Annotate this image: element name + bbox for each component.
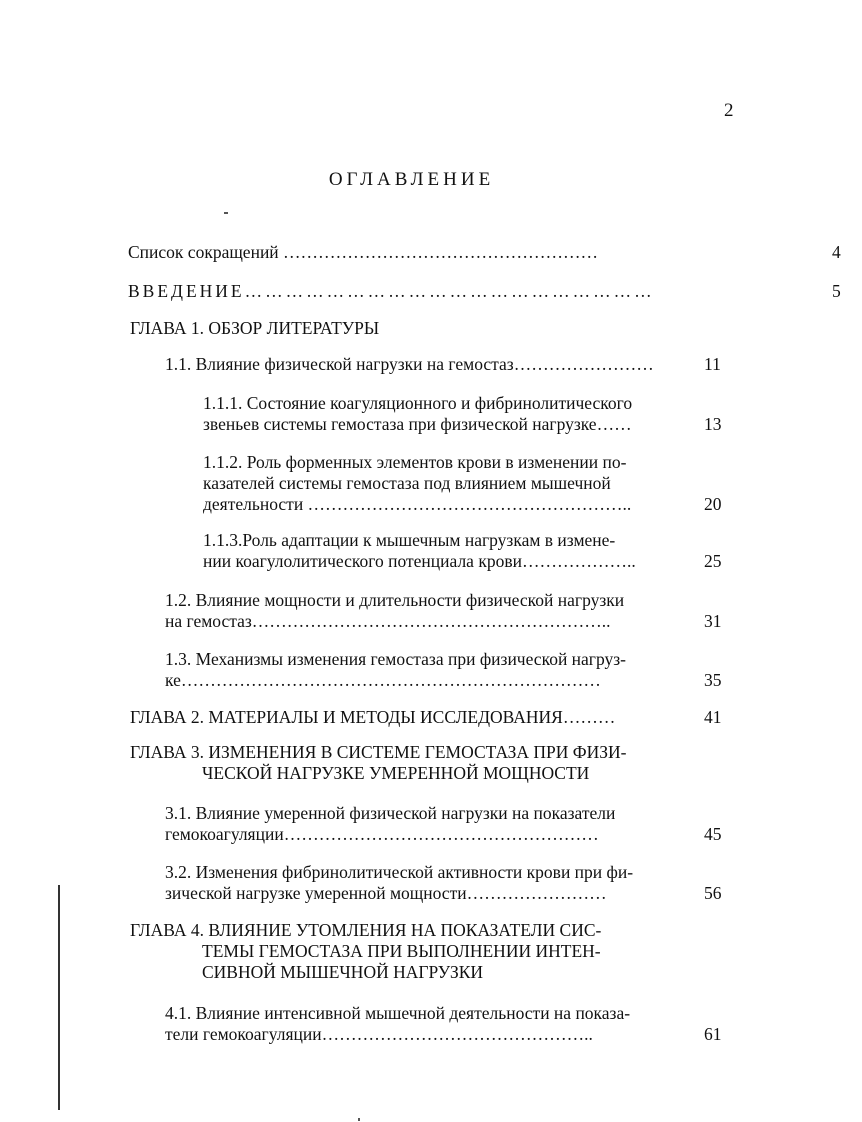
toc-entry-page: 35 (704, 670, 722, 690)
toc-title: ОГЛАВЛЕНИЕ (328, 169, 495, 190)
toc-entry-page: 25 (704, 551, 722, 571)
toc-entry-line: 1.1.3.Роль адаптации к мышечным нагрузкам в измене- (203, 530, 616, 550)
toc-entry-line: ТЕМЫ ГЕМОСТАЗА ПРИ ВЫПОЛНЕНИИ ИНТЕН- (202, 941, 601, 961)
toc-entry-1-2[interactable] (165, 590, 745, 632)
toc-entry-line: ГЛАВА 3. ИЗМЕНЕНИЯ В СИСТЕМЕ ГЕМОСТАЗА ПРИ ФИЗИ- (130, 742, 627, 762)
toc-entry-abbreviations[interactable] (128, 242, 841, 263)
toc-entry-line: СИВНОЙ МЫШЕЧНОЙ НАГРУЗКИ (202, 962, 484, 982)
toc-entry-line: ГЛАВА 4. ВЛИЯНИЕ УТОМЛЕНИЯ НА ПОКАЗАТЕЛИ СИС- (130, 920, 602, 940)
toc-entry-page: 31 (704, 611, 722, 631)
scan-artifact-speck (224, 212, 228, 214)
toc-entry-1-1-2[interactable] (203, 452, 743, 515)
toc-entry-line: ке……………………………………………………………… (165, 670, 601, 690)
toc-entry-line: 1.1.2. Роль форменных элементов крови в изменении по- (203, 452, 627, 472)
toc-entry-chapter-4[interactable] (130, 920, 740, 983)
toc-entry-3-2[interactable] (165, 862, 745, 904)
toc-entry-page: 56 (704, 883, 722, 903)
toc-entry-line: гемокоагуляции……………………………………………… (165, 824, 599, 844)
toc-entry-line: тели гемокоагуляции……………………………………….. (165, 1024, 593, 1044)
toc-entry-text: Список сокращений ……………………………………………… (128, 242, 599, 262)
toc-entry-1-1-1[interactable] (203, 393, 743, 435)
toc-entry-page: 11 (704, 354, 721, 374)
toc-entry-line: 3.2. Изменения фибринолитической активности крови при фи- (165, 862, 634, 882)
toc-entry-line: 4.1. Влияние интенсивной мышечной деятельности на показа- (165, 1003, 631, 1023)
toc-entry-page: 5 (832, 281, 841, 301)
toc-entry-line: зической нагрузке умеренной мощности…………………… (165, 883, 607, 903)
scan-artifact-speck (358, 1118, 360, 1121)
toc-entry-text: ВВЕДЕНИЕ…………………………………………………… (128, 281, 655, 301)
toc-entry-line: деятельности ……………………………………………….. (203, 494, 632, 514)
toc-entry-chapter-3[interactable] (130, 742, 740, 784)
toc-entry-chapter-2[interactable] (130, 707, 740, 728)
toc-entry-line: 1.1.1. Состояние коагуляционного и фибринолитического (203, 393, 633, 413)
toc-entry-page: 20 (704, 494, 722, 514)
page-number: 2 (724, 100, 734, 121)
scan-artifact-line (58, 885, 60, 1110)
toc-entry-3-1[interactable] (165, 803, 745, 845)
toc-entry-4-1[interactable] (165, 1003, 745, 1045)
toc-entry-page: 61 (704, 1024, 722, 1044)
toc-entry-line: нии коагулолитического потенциала крови……………….. (203, 551, 636, 571)
toc-entry-chapter-1[interactable] (130, 318, 740, 339)
toc-entry-text: ГЛАВА 1. ОБЗОР ЛИТЕРАТУРЫ (130, 318, 380, 338)
toc-entry-line: 1.2. Влияние мощности и длительности физической нагрузки (165, 590, 625, 610)
toc-entry-line: казателей системы гемостаза под влиянием мышечной (203, 473, 611, 493)
toc-entry-text: 1.1. Влияние физической нагрузки на гемостаз…………………… (165, 354, 654, 374)
toc-entry-introduction[interactable] (128, 281, 841, 302)
toc-entry-1-3[interactable] (165, 649, 745, 691)
toc-entry-page: 41 (704, 707, 722, 727)
toc-entry-1-1[interactable] (165, 354, 745, 375)
toc-entry-page: 13 (704, 414, 722, 434)
toc-entry-page: 45 (704, 824, 722, 844)
toc-entry-text: ГЛАВА 2. МАТЕРИАЛЫ И МЕТОДЫ ИССЛЕДОВАНИЯ……… (130, 707, 616, 727)
toc-entry-line: 1.3. Механизмы изменения гемостаза при физической нагруз- (165, 649, 626, 669)
toc-entry-line: 3.1. Влияние умеренной физической нагрузки на показатели (165, 803, 616, 823)
toc-entry-page: 4 (832, 242, 841, 262)
toc-entry-line: на гемостаз…………………………………………………….. (165, 611, 611, 631)
toc-entry-line: звеньев системы гемостаза при физической нагрузке…… (203, 414, 632, 434)
toc-entry-line: ЧЕСКОЙ НАГРУЗКЕ УМЕРЕННОЙ МОЩНОСТИ (202, 763, 590, 783)
toc-entry-1-1-3[interactable] (203, 530, 743, 572)
